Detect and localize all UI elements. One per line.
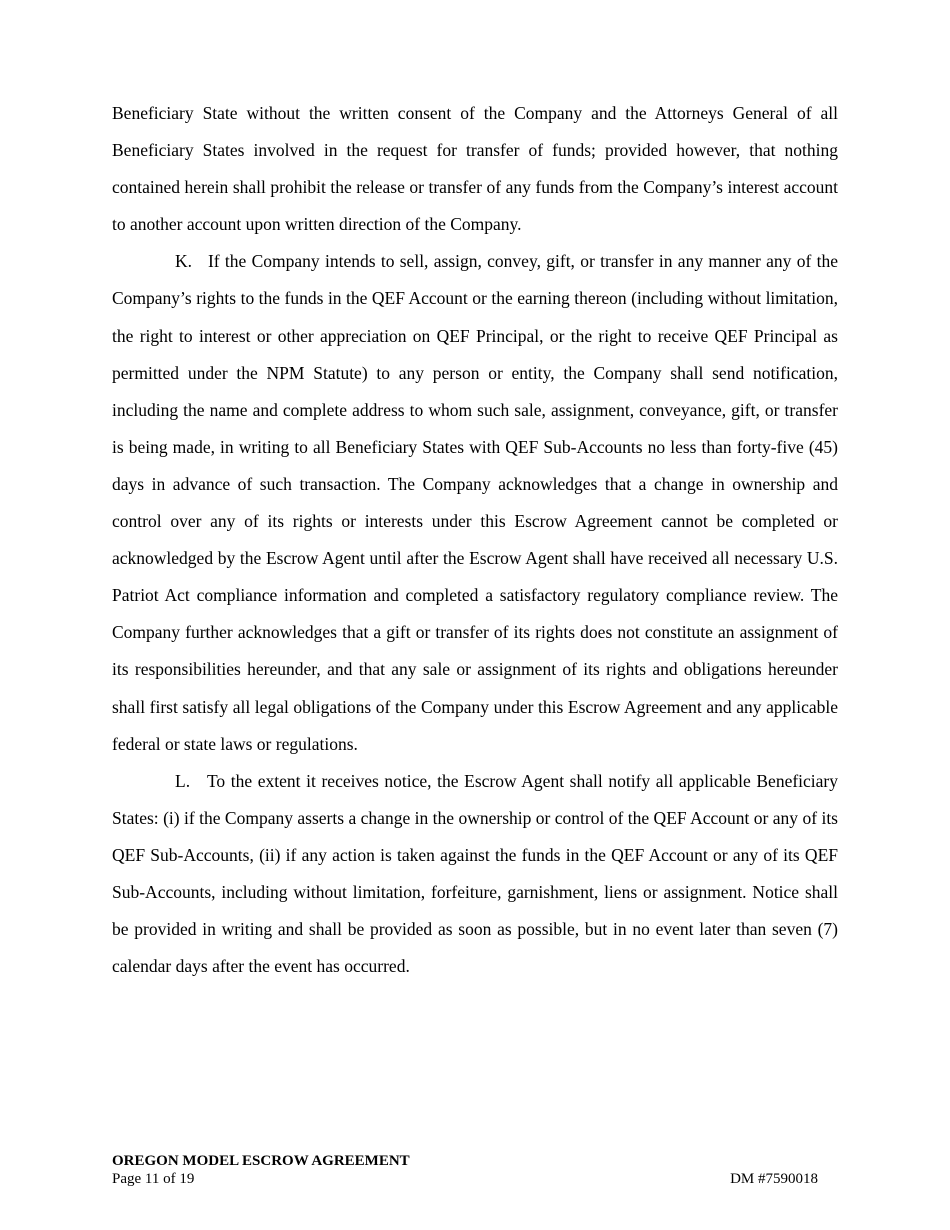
paragraph-continuation bbox=[112, 95, 838, 243]
paragraph-text: If the Company intends to sell, assign, convey, gift, or transfer in any manner any of the Company’s rights to the funds in the QEF Account or the earning thereon (including without limitation, the right to interest or other appreciation on QEF Principal, or the right to receive QEF Principal as permitted under the NPM Statute) to any person or entity, the Company shall send notification, including the name and complete address to whom such sale, assignment, conveyance, gift, or transfer is being made, in writing to all Beneficiary States with QEF Sub-Accounts no less than forty-five (45) days in advance of such transaction. The Company acknowledges that a change in ownership and control over any of its rights or interests under this Escrow Agreement cannot be completed or acknowledged by the Escrow Agent until after the Escrow Agent shall have received all necessary U.S. Patriot Act compliance information and completed a satisfactory regulatory compliance review. The Company further acknowledges that a gift or transfer of its rights does not constitute an assignment of its responsibilities hereunder, and that any sale or assignment of its rights and obligations hereunder shall first satisfy all legal obligations of the Company under this Escrow Agreement and any applicable federal or state laws or regulations. bbox=[112, 251, 838, 754]
paragraph-label: L. bbox=[175, 770, 191, 791]
document-body bbox=[112, 95, 838, 985]
footer-row bbox=[112, 1170, 818, 1188]
paragraph-l bbox=[112, 763, 838, 986]
footer-title: OREGON MODEL ESCROW AGREEMENT bbox=[112, 1153, 410, 1169]
paragraph-k bbox=[112, 243, 838, 762]
document-id: DM #7590018 bbox=[730, 1171, 818, 1187]
page-number: Page 11 of 19 bbox=[112, 1171, 195, 1187]
paragraph-text: Beneficiary State without the written consent of the Company and the Attorneys General of all Beneficiary States involved in the request for transfer of funds; provided however, that nothing contained herein shall prohibit the release or transfer of any funds from the Company’s interest account to another account upon written direction of the Company. bbox=[112, 103, 838, 235]
page-footer bbox=[112, 1152, 818, 1188]
paragraph-text: To the extent it receives notice, the Escrow Agent shall notify all applicable Beneficiary States: (i) if the Company asserts a change in the ownership or control of the QEF Account or any of its QEF Sub-Accounts, (ii) if any action is taken against the funds in the QEF Account or any of its QEF Sub-Accounts, including without limitation, forfeiture, garnishment, liens or assignment. Notice shall be provided in writing and shall be provided as soon as possible, but in no event later than seven (7) calendar days after the event has occurred. bbox=[112, 770, 839, 977]
paragraph-label: K. bbox=[175, 251, 193, 272]
